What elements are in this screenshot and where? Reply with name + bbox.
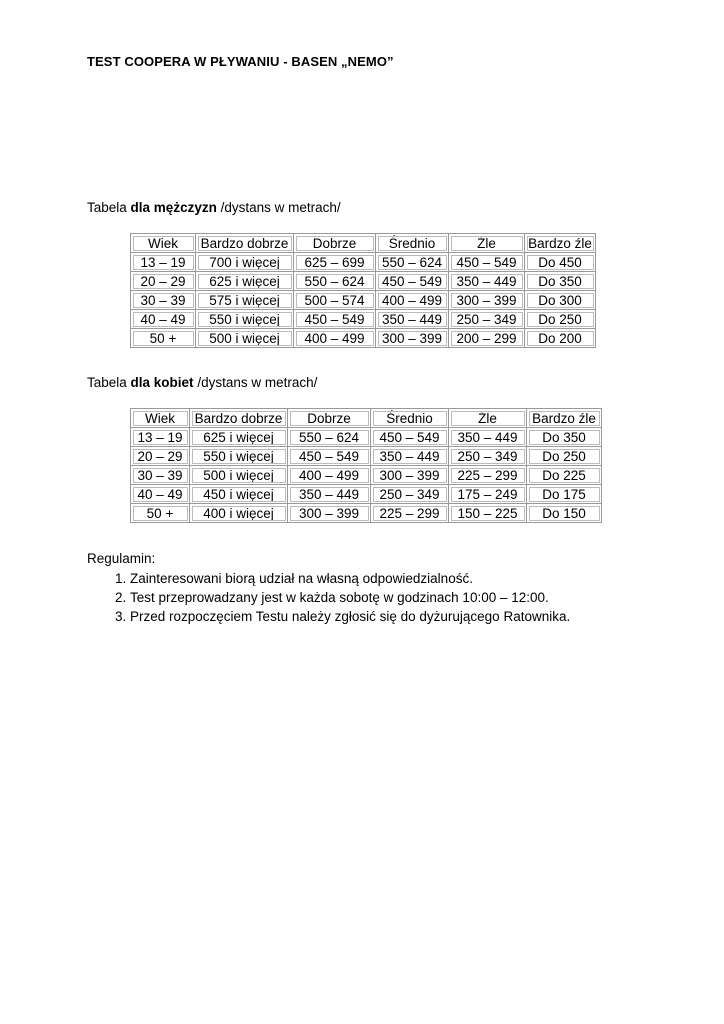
table-cell: 625 i więcej: [190, 428, 288, 447]
table-cell: Do 350: [525, 272, 596, 291]
table-cell: 20 – 29: [131, 272, 196, 291]
table-header-row: [131, 409, 602, 428]
rules-item: 1. Zainteresowani biorą udział na własną odpowiedzialność.: [130, 569, 570, 588]
table-cell: 500 i więcej: [196, 329, 294, 348]
table-cell: Do 225: [527, 466, 602, 485]
table-row: [131, 504, 602, 523]
table-row: [131, 291, 596, 310]
column-header: Bardzo dobrze: [190, 409, 288, 428]
table-cell: Do 200: [525, 329, 596, 348]
table-cell: Do 250: [527, 447, 602, 466]
table-cell: 150 – 225: [449, 504, 527, 523]
women-caption-bold: dla kobiet: [130, 375, 194, 390]
table-cell: 625 i więcej: [196, 272, 294, 291]
column-header: Dobrze: [288, 409, 371, 428]
table-cell: 550 i więcej: [196, 310, 294, 329]
table-cell: 500 i więcej: [190, 466, 288, 485]
table-cell: 450 – 549: [288, 447, 371, 466]
table-cell: 400 i więcej: [190, 504, 288, 523]
rules-list: [87, 569, 570, 626]
table-cell: 13 – 19: [131, 428, 190, 447]
column-header: Źle: [449, 234, 525, 253]
men-caption-bold: dla mężczyzn: [130, 200, 217, 215]
women-table: [130, 408, 602, 523]
rules-section: [87, 551, 570, 626]
table-cell: 300 – 399: [288, 504, 371, 523]
table-cell: 450 – 549: [371, 428, 449, 447]
table-row: [131, 310, 596, 329]
table-cell: 350 – 449: [371, 447, 449, 466]
column-header: Bardzo źle: [525, 234, 596, 253]
table-header-row: [131, 234, 596, 253]
women-caption-suffix: /dystans w metrach/: [193, 375, 318, 390]
table-row: [131, 253, 596, 272]
column-header: Dobrze: [294, 234, 376, 253]
table-row: [131, 329, 596, 348]
table-cell: 300 – 399: [376, 329, 449, 348]
table-cell: 350 – 449: [288, 485, 371, 504]
table-cell: 40 – 49: [131, 485, 190, 504]
table-cell: 200 – 299: [449, 329, 525, 348]
table-cell: 350 – 449: [449, 272, 525, 291]
table-row: [131, 272, 596, 291]
table-row: [131, 485, 602, 504]
column-header: Średnio: [376, 234, 449, 253]
table-cell: 400 – 499: [294, 329, 376, 348]
table-cell: 225 – 299: [449, 466, 527, 485]
table-cell: 400 – 499: [376, 291, 449, 310]
men-table-caption: [87, 200, 341, 215]
table-cell: 30 – 39: [131, 466, 190, 485]
table-cell: 500 – 574: [294, 291, 376, 310]
table-cell: 450 i więcej: [190, 485, 288, 504]
table-cell: 250 – 349: [449, 447, 527, 466]
table-row: [131, 466, 602, 485]
table-row: [131, 447, 602, 466]
table-cell: Do 250: [525, 310, 596, 329]
table-cell: 300 – 399: [371, 466, 449, 485]
table-cell: 40 – 49: [131, 310, 196, 329]
column-header: Bardzo dobrze: [196, 234, 294, 253]
table-cell: 450 – 549: [376, 272, 449, 291]
table-cell: 225 – 299: [371, 504, 449, 523]
table-cell: 575 i więcej: [196, 291, 294, 310]
men-table-body: [131, 234, 596, 348]
column-header: Wiek: [131, 409, 190, 428]
document-title: TEST COOPERA W PŁYWANIU - BASEN „NEMO”: [87, 54, 394, 69]
table-cell: 550 i więcej: [190, 447, 288, 466]
table-cell: 30 – 39: [131, 291, 196, 310]
table-cell: Do 175: [527, 485, 602, 504]
column-header: Źle: [449, 409, 527, 428]
table-cell: 550 – 624: [288, 428, 371, 447]
table-cell: Do 350: [527, 428, 602, 447]
table-cell: 450 – 549: [449, 253, 525, 272]
table-cell: 350 – 449: [449, 428, 527, 447]
table-cell: 250 – 349: [449, 310, 525, 329]
table-cell: 175 – 249: [449, 485, 527, 504]
table-cell: 700 i więcej: [196, 253, 294, 272]
column-header: Bardzo źle: [527, 409, 602, 428]
table-cell: Do 450: [525, 253, 596, 272]
rules-heading: Regulamin:: [87, 551, 156, 566]
table-cell: 400 – 499: [288, 466, 371, 485]
column-header: Średnio: [371, 409, 449, 428]
men-caption-prefix: Tabela: [87, 200, 131, 215]
women-table-caption: [87, 375, 317, 390]
table-cell: 50 +: [131, 329, 196, 348]
men-table: [130, 233, 596, 348]
table-row: [131, 428, 602, 447]
table-cell: 300 – 399: [449, 291, 525, 310]
table-cell: 550 – 624: [294, 272, 376, 291]
table-cell: 450 – 549: [294, 310, 376, 329]
rules-item: 2. Test przeprowadzany jest w każda sobotę w godzinach 10:00 – 12:00.: [130, 588, 570, 607]
rules-item: 3. Przed rozpoczęciem Testu należy zgłosić się do dyżurującego Ratownika.: [130, 607, 570, 626]
table-cell: 250 – 349: [371, 485, 449, 504]
table-cell: 13 – 19: [131, 253, 196, 272]
table-cell: 350 – 449: [376, 310, 449, 329]
table-cell: Do 300: [525, 291, 596, 310]
table-cell: 50 +: [131, 504, 190, 523]
women-caption-prefix: Tabela: [87, 375, 131, 390]
table-cell: 550 – 624: [376, 253, 449, 272]
men-caption-suffix: /dystans w metrach/: [216, 200, 341, 215]
table-cell: Do 150: [527, 504, 602, 523]
women-table-body: [131, 409, 602, 523]
table-cell: 20 – 29: [131, 447, 190, 466]
table-cell: 625 – 699: [294, 253, 376, 272]
column-header: Wiek: [131, 234, 196, 253]
